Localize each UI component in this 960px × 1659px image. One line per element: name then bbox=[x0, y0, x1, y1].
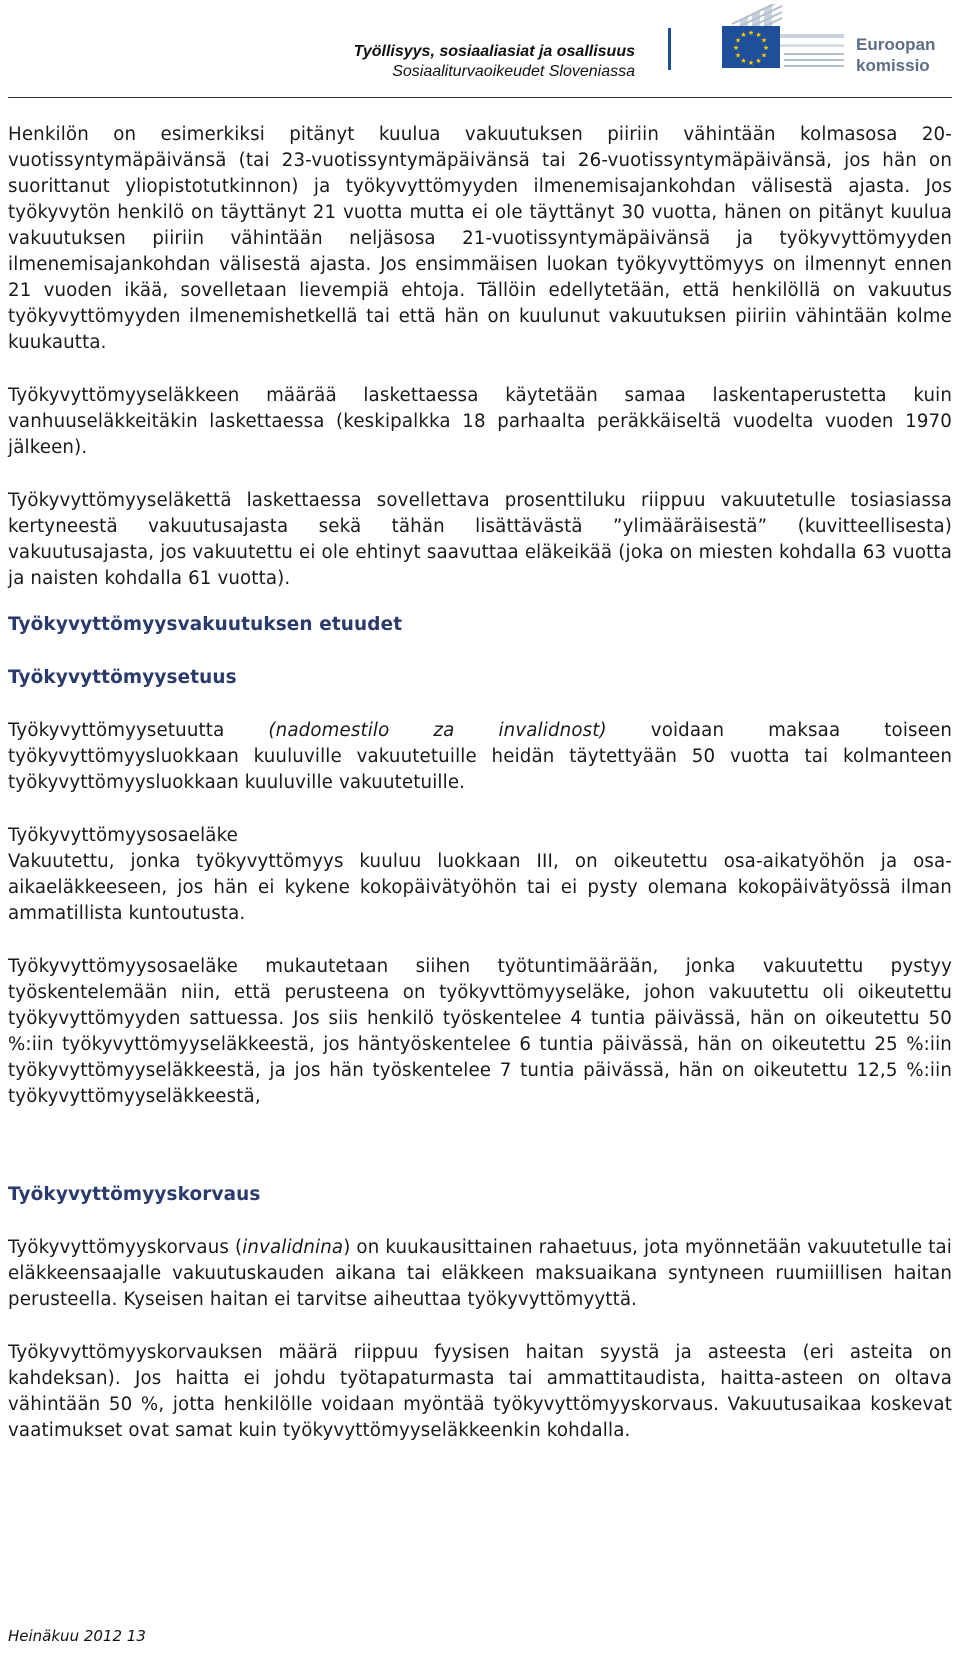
svg-text:★: ★ bbox=[734, 36, 742, 45]
svg-text:★: ★ bbox=[740, 57, 747, 65]
document-body bbox=[8, 122, 952, 1444]
italic-term: invalidnina bbox=[242, 1237, 344, 1258]
svg-text:★: ★ bbox=[747, 59, 755, 67]
heading-benefits: Työkyvyttömyysvakuutuksen etuudet bbox=[8, 614, 403, 635]
paragraph-calculation: Työkyvyttömyyseläkkeen määrää laskettaessa käytetään samaa laskentaperustetta kuin vanhuuseläkkeitäkin laskettaessa (keskipalkka 18 parhaalta peräkkäiseltä vuodelta vuoden 1970 jälkeen). bbox=[8, 385, 952, 458]
svg-text:★: ★ bbox=[760, 51, 768, 60]
paragraph-disability-allowance bbox=[8, 718, 952, 796]
italic-term: (nadomestilo za invalidnost) bbox=[268, 720, 607, 741]
paragraph-partial-pension-adjustment: Työkyvyttömyysosaeläke mukautetaan siihen työtuntimäärään, jonka vakuutettu pystyy työskentelemään niin, että perusteena on työkyvttömyyseläke, johon vakuutettu oli oikeutettu työkyvyttömyyden sattuessa. Jos siis henkilö työskentelee 4 tuntia päivässä, hän on oikeutettu 50 %:iin työkyvyttömyyseläkkeestä, jos häntyöskentelee 6 tuntia päivässä, hän on oikeutettu 25 %:iin työkyvyttömyyseläkkeestä, ja jos hän työskentelee 7 tuntia päivässä, hän on oikeutettu 12,5 %:iin työkyvyttömyyseläkkeestä, bbox=[8, 956, 952, 1107]
svg-text:★: ★ bbox=[747, 29, 755, 37]
svg-text:★: ★ bbox=[734, 51, 742, 60]
text-run: Työkyvyttömyyskorvaus ( bbox=[8, 1237, 243, 1258]
paragraph-eligibility: Henkilön on esimerkiksi pitänyt kuulua vakuutuksen piiriin vähintään kolmasosa 20-vuotissyntymäpäivänsä (tai 23-vuotissyntymäpäivänsä tai 26-vuotissyntymäpäivänsä, jos hän on suorittanut yliopistotutkinnon) ja työkyvyttömyyden ilmenemisajankohdan välisestä ajasta. Jos työkyvytön henkilö on täyttänyt 21 vuotta mutta ei ole täyttänyt 30 vuotta, hänen on pitänyt kuulua vakuutuksen piiriin vähintään neljäsosa 21-vuotissyntymäpäivänsä ja työkyvyttömyyden ilmenemisajankohdan välisestä ajasta. Jos ensimmäisen luokan työkyvyttömyys on ilmennyt ennen 21 vuoden ikää, sovelletaan lievempiä ehtoja. Tällöin edellytetään, että henkilöllä on vakuutus työkyvyttömyyden ilmenemishetkellä tai että hän on kuulunut vakuutuksen piiriin vähintään kolme kuukautta. bbox=[8, 124, 952, 353]
svg-text:★: ★ bbox=[760, 36, 768, 45]
paragraph-percentage: Työkyvyttömyyseläkettä laskettaessa sovellettava prosenttiluku riippuu vakuutetulle tosiasiassa kertyneestä vakuutusajasta sekä tähän lisättävästä ”ylimääräisestä” (kuvitteellisesta) vakuutusajasta, jos vakuutettu ei ole ehtinyt saavuttaa eläkeikää (joka on miesten kohdalla 63 vuotta ja naisten kohdalla 61 vuotta). bbox=[8, 490, 952, 589]
paragraph-compensation-amount: Työkyvyttömyyskorvauksen määrä riippuu fyysisen haitan syystä ja asteesta (eri asteita on kahdeksan). Jos haitta ei johdu työtapaturmasta tai ammattitaudista, haitta-asteen on oltava vähintään 50 %, jotta henkilölle voidaan myöntää työkyvyttömyyskorvaus. Vakuutusaikaa koskevat vaatimukset ovat samat kuin työkyvyttömyyseläkkeenkin kohdalla. bbox=[8, 1342, 952, 1441]
logo-line-1: Euroopan bbox=[856, 35, 936, 54]
svg-text:★: ★ bbox=[740, 31, 747, 39]
header-subtitle: Sosiaaliturvaoikeudet Sloveniassa bbox=[392, 63, 635, 80]
paragraph-partial-pension-title: Työkyvyttömyysosaeläke bbox=[8, 825, 238, 846]
svg-text:★: ★ bbox=[732, 44, 740, 52]
header-separator bbox=[668, 28, 671, 70]
text-run: voidaan maksaa toiseen työkyvyttömyysluokkaan kuuluville vakuutetuille heidän täytettyään 50 vuotta tai kolmanteen työkyvyttömyysluokkaan kuuluville vakuutetuille. bbox=[8, 720, 953, 793]
header-divider bbox=[8, 97, 952, 98]
svg-text:★: ★ bbox=[755, 57, 762, 65]
paragraph-partial-pension: Vakuutettu, jonka työkyvyttömyys kuuluu luokkaan III, on oikeutettu osa-aikatyöhön ja osa-aikaeläkkeeseen, jos hän ei kykene kokopäivätyöhön tai ei pysty olemana kokopäivätyössä ilman ammatillista kuntoutusta. bbox=[8, 851, 952, 924]
page-footer: Heinäkuu 2012 13 bbox=[8, 1627, 146, 1645]
header-text bbox=[354, 42, 635, 82]
paragraph-compensation bbox=[8, 1235, 952, 1313]
svg-text:★: ★ bbox=[762, 44, 770, 52]
page-header bbox=[0, 0, 960, 98]
text-run: Työkyvyttömyysetuutta bbox=[8, 720, 269, 741]
heading-disability-compensation: Työkyvyttömyyskorvaus bbox=[8, 1184, 261, 1205]
heading-disability-allowance: Työkyvyttömyysetuus bbox=[8, 667, 237, 688]
text-run: ) on kuukausittainen rahaetuus, jota myönnetään vakuutetulle tai eläkkeensaajalle vakuutuskauden aikana tai eläkkeen maksuaikana syntyneen ruumiillisen haitan perusteella. Kyseisen haitan ei tarvitse aiheuttaa työkyvyttömyyttä. bbox=[8, 1237, 952, 1310]
svg-text:★: ★ bbox=[755, 31, 762, 39]
logo-text bbox=[856, 34, 935, 76]
logo-line-2: komissio bbox=[856, 56, 930, 75]
header-title: Työllisyys, sosiaaliasiat ja osallisuus bbox=[353, 43, 635, 60]
